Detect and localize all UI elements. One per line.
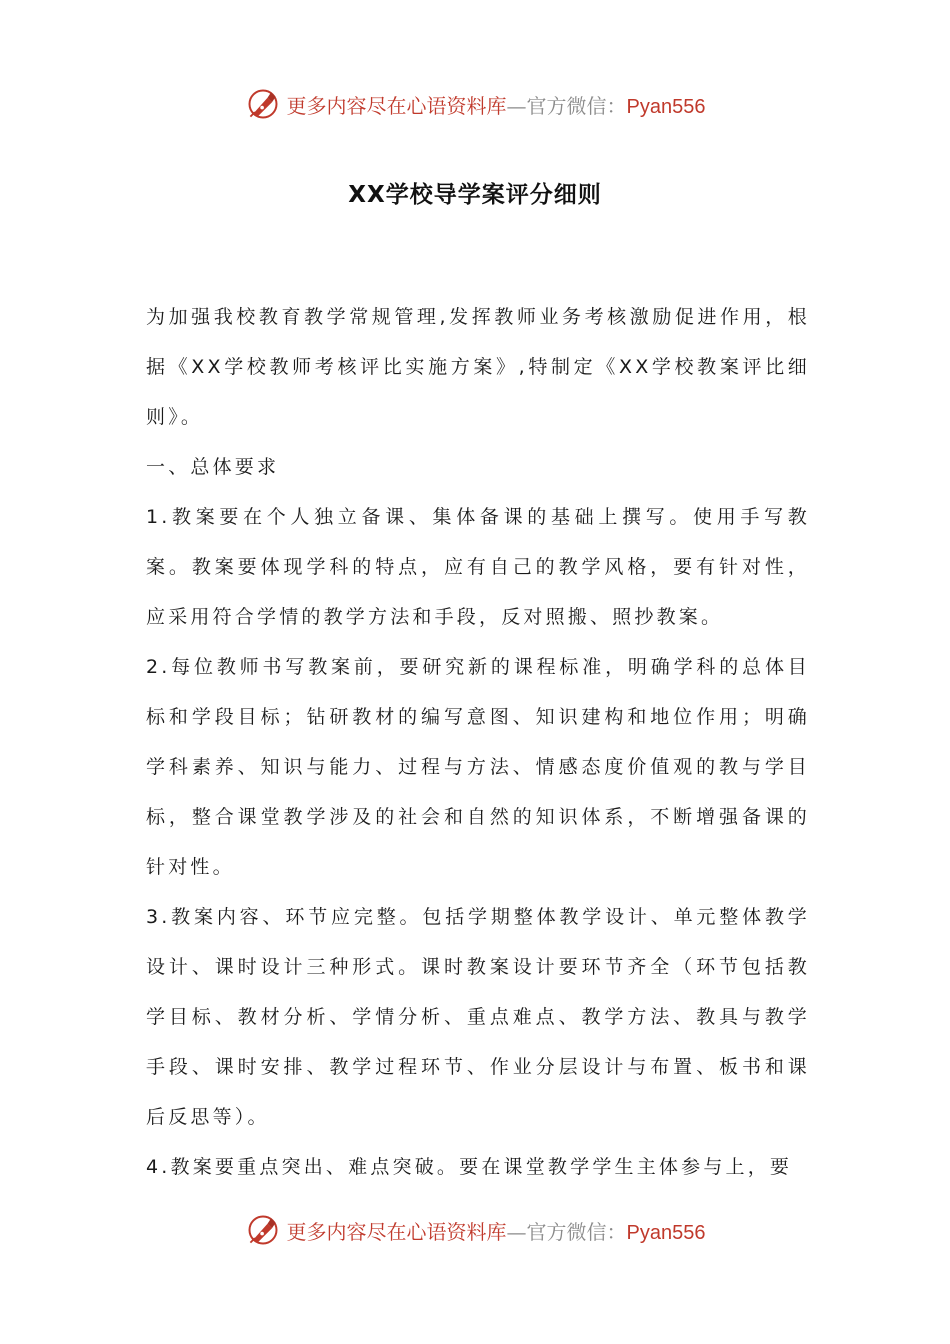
watermark-wechat-id: Pyan556 bbox=[626, 1221, 706, 1244]
document-body bbox=[146, 292, 810, 1192]
watermark-banner-bottom bbox=[0, 1208, 950, 1252]
pen-nib-logo-icon bbox=[245, 1212, 281, 1248]
watermark-text bbox=[287, 90, 706, 119]
paragraph-item-2: 2.每位教师书写教案前，要研究新的课程标准，明确学科的总体目标和学段目标；钻研教材的编写意图、知识建构和地位作用；明确学科素养、知识与能力、过程与方法、情感态度价值观的教与学目标，整合课堂教学涉及的社会和自然的知识体系，不断增强备课的针对性。 bbox=[146, 656, 810, 878]
watermark-red-text: 更多内容尽在心语资料库 bbox=[286, 93, 507, 118]
document-title: XX学校导学案评分细则 bbox=[348, 182, 602, 208]
watermark-dash: — bbox=[506, 1219, 527, 1244]
paragraph-item-1: 1.教案要在个人独立备课、集体备课的基础上撰写。使用手写教案。教案要体现学科的特点，应有自己的教学风格，要有针对性，应采用符合学情的教学方法和手段，反对照搬、照抄教案。 bbox=[146, 506, 810, 628]
watermark-gray-text: 官方微信： bbox=[526, 1219, 627, 1244]
paragraph-item-3: 3.教案内容、环节应完整。包括学期整体教学设计、单元整体教学设计、课时设计三种形式。课时教案设计要环节齐全（环节包括教学目标、教材分析、学情分析、重点难点、教学方法、教具与教学手段、课时安排、教学过程环节、作业分层设计与布置、板书和课后反思等）。 bbox=[146, 906, 810, 1128]
watermark-wechat-id: Pyan556 bbox=[626, 95, 706, 118]
watermark-banner-top bbox=[0, 82, 950, 126]
watermark-gray-text: 官方微信： bbox=[526, 93, 627, 118]
pen-nib-logo-icon bbox=[245, 86, 281, 122]
watermark-text bbox=[287, 1216, 706, 1245]
watermark-red-text: 更多内容尽在心语资料库 bbox=[286, 1219, 507, 1244]
paragraph-item-4: 4.教案要重点突出、难点突破。要在课堂教学学生主体参与上，要 bbox=[146, 1156, 793, 1178]
watermark-dash: — bbox=[506, 93, 527, 118]
paragraph-intro: 为加强我校教育教学常规管理,发挥教师业务考核激励促进作用，根据《XX学校教师考核评比实施方案》,特制定《XX学校教案评比细则》。 bbox=[146, 306, 810, 428]
section-heading: 一、总体要求 bbox=[146, 456, 280, 478]
